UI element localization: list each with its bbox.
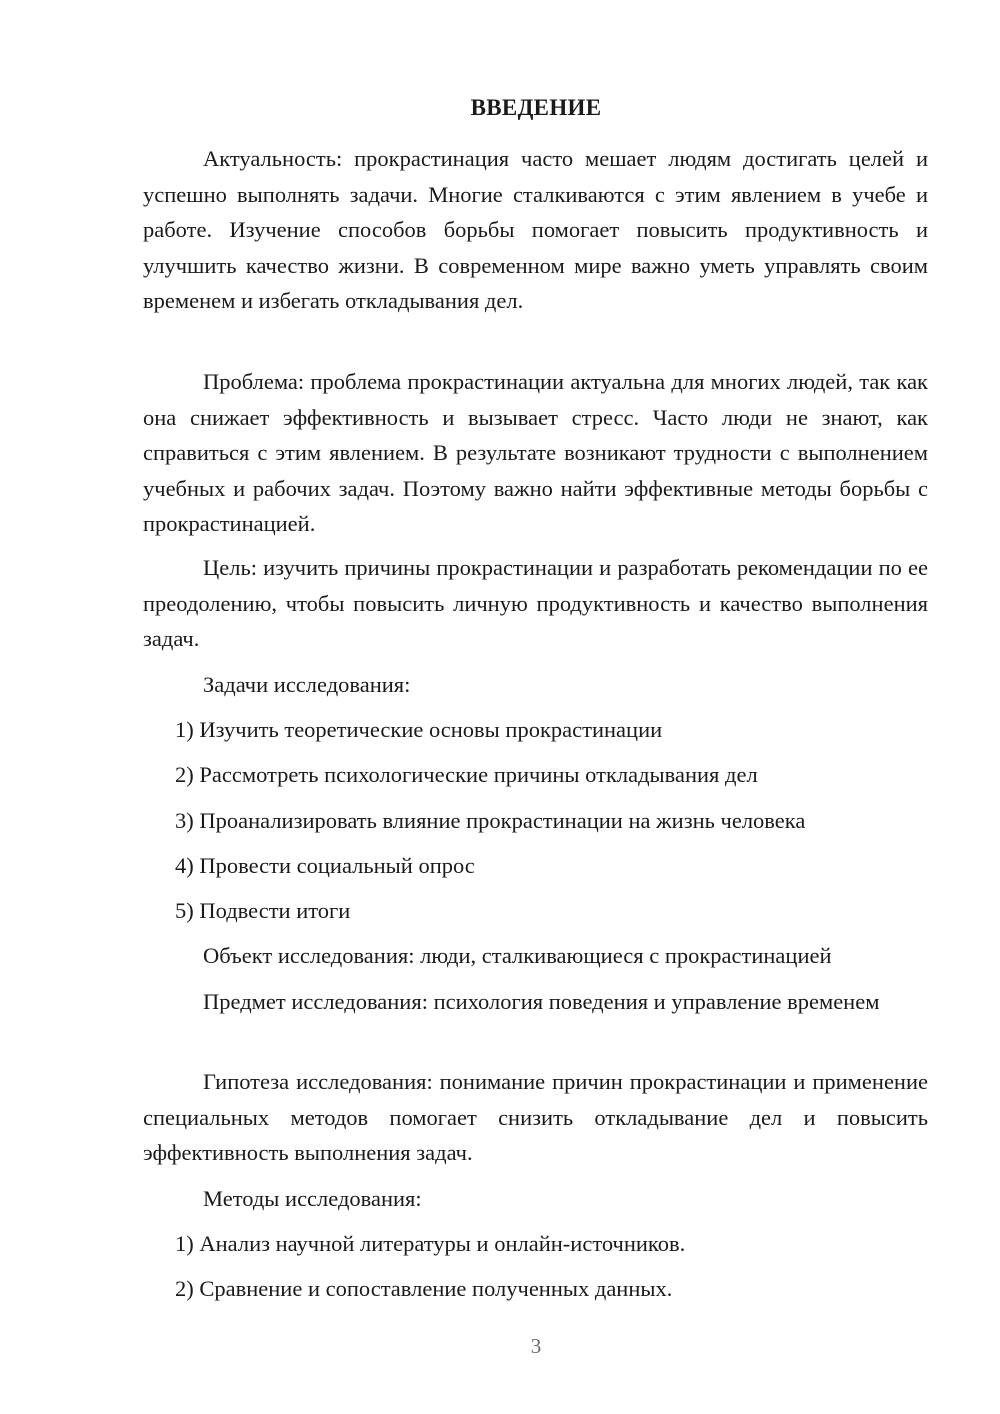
hypothesis-paragraph: Гипотеза исследования: понимание причин прокрастинации и применение специальных методов помогает снизить откладывание дел и повысить эффективность выполнения задач. [143, 1069, 928, 1165]
method-item-1: 1) Анализ научной литературы и онлайн-источников. [175, 1231, 686, 1256]
problem-paragraph: Проблема: проблема прокрастинации актуальна для многих людей, так как она снижает эффективность и вызывает стресс. Часто люди не знают, как справиться с этим явлением. В результате возникают трудности с выполнением учебных и рабочих задач. Поэтому важно найти эффективные методы борьбы с прокрастинацией. [143, 369, 928, 536]
task-item-2: 2) Рассмотреть психологические причины откладывания дел [175, 762, 758, 787]
method-item-2: 2) Сравнение и сопоставление полученных данных. [175, 1276, 673, 1301]
task-item-4: 4) Провести социальный опрос [175, 853, 475, 878]
relevance-paragraph: Актуальность: прокрастинация часто мешает людям достигать целей и успешно выполнять задачи. Многие сталкиваются с этим явлением в учебе и работе. Изучение способов борьбы помогает повысить продуктивность и улучшить качество жизни. В современном мире важно уметь управлять своим временем и избегать откладывания дел. [143, 146, 928, 313]
task-item-5: 5) Подвести итоги [175, 898, 351, 923]
subject-paragraph: Предмет исследования: психология поведения и управление временем [203, 989, 880, 1014]
goal-paragraph: Цель: изучить причины прокрастинации и разработать рекомендации по ее преодолению, чтобы повысить личную продуктивность и качество выполнения задач. [143, 555, 928, 651]
section-heading: ВВЕДЕНИЕ [470, 95, 602, 120]
object-paragraph: Объект исследования: люди, сталкивающиеся с прокрастинацией [203, 943, 832, 968]
tasks-title: Задачи исследования: [203, 672, 411, 697]
task-item-1: 1) Изучить теоретические основы прокрастинации [175, 717, 663, 742]
methods-title: Методы исследования: [203, 1186, 422, 1211]
page-number: 3 [530, 1334, 542, 1358]
task-item-3: 3) Проанализировать влияние прокрастинации на жизнь человека [175, 808, 806, 833]
